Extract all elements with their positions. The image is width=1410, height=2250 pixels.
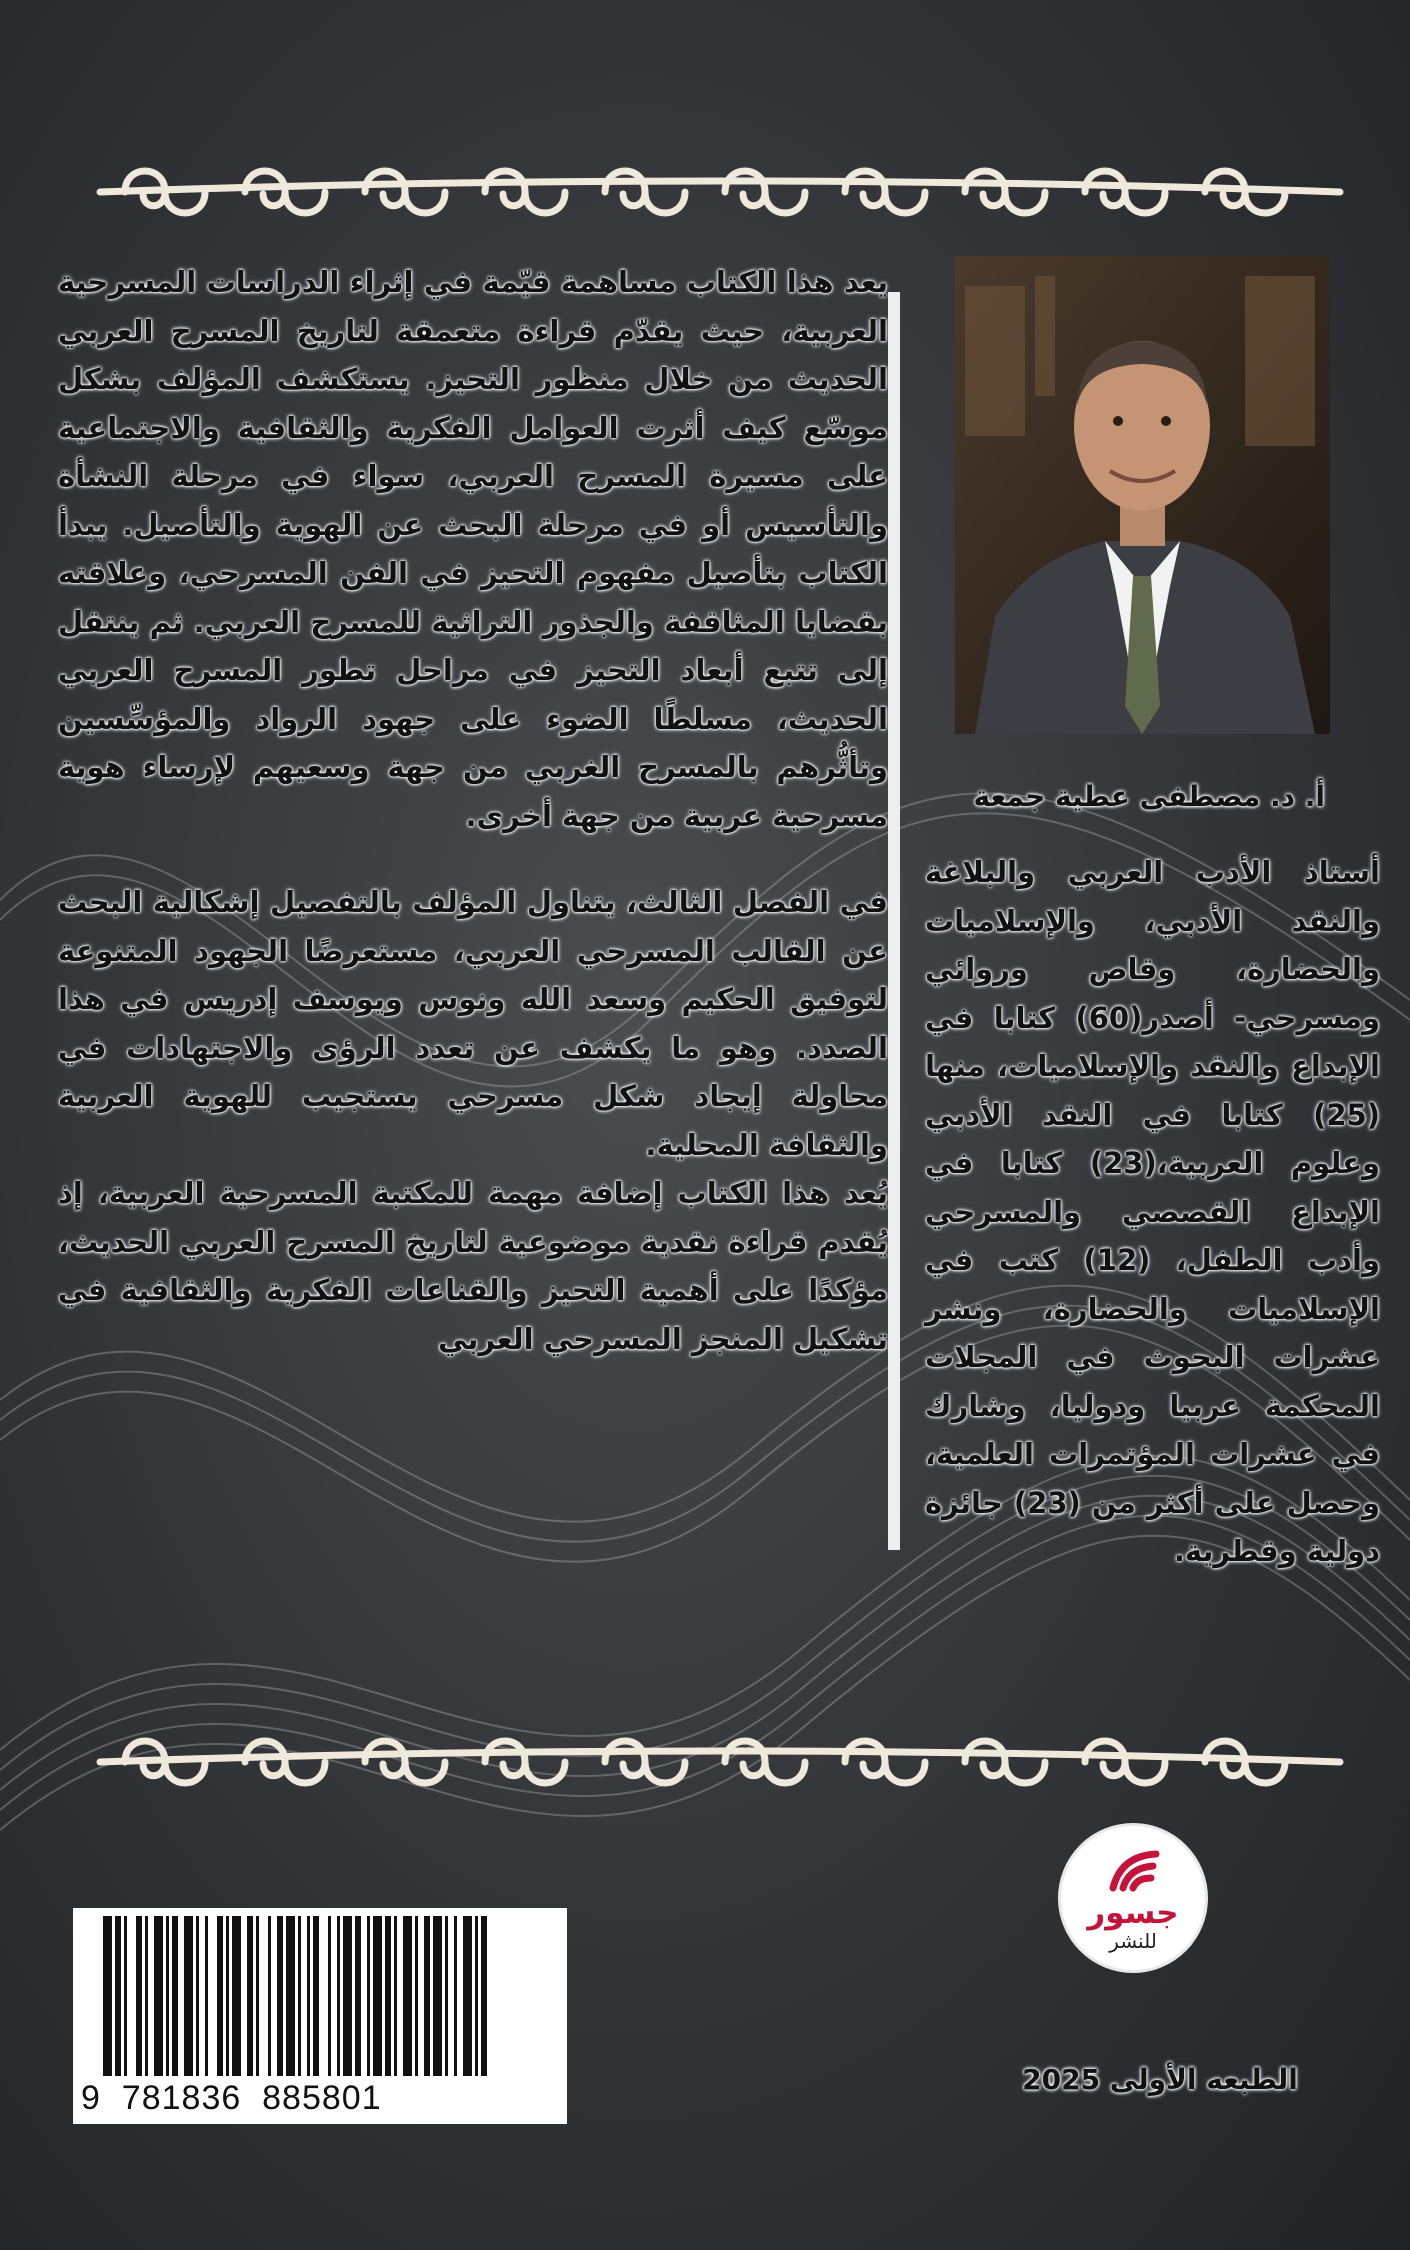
barcode-bar bbox=[172, 1916, 178, 2076]
barcode-bar bbox=[313, 1916, 319, 2076]
barcode-bar bbox=[136, 1916, 142, 2076]
barcode-bar bbox=[217, 1916, 223, 2076]
barcode-bar bbox=[226, 1916, 229, 2076]
author-bio: أستاذ الأدب العربي والبلاغة والنقد الأدبي، والإسلاميات والحضارة، وقاص وروائي ومسرحي- أصدر(60) كتابا في الإبداع والنقد والإسلاميات، منها (25) كتابا في النقد الأدبي وعلوم العربية،(23) كتابا في الإبداع القصصي والمسرحي وأدب الطفل، (12) كتب في الإسلاميات والحضارة، ونشر عشرات البحوث في المجلات المحكمة عربيا ودوليا، وشارك في عشرات المؤتمرات العلمية، وحصل على أكثر من (23) جائزة دولية وقطرية. bbox=[925, 855, 1380, 1568]
description-paragraph-3: يُعد هذا الكتاب إضافة مهمة للمكتبة المسرحية العربية، إذ يُقدم قراءة نقدية موضوعية لتاريخ المسرح العربي الحديث، مؤكدًا على أهمية التحيز والقناعات الفكرية والثقافية في تشكيل المنجز المسرحي العربي bbox=[58, 1176, 888, 1356]
barcode-bar bbox=[145, 1916, 148, 2076]
divider-bar bbox=[888, 292, 900, 1550]
edition-label: الطبعه الأولى 2025 bbox=[1022, 2063, 1298, 2096]
description-paragraph-2: في الفصل الثالث، يتناول المؤلف بالتفصيل إشكالية البحث عن القالب المسرحي العربي، مستعرضًا الجهود المتنوعة لتوفيق الحكيم وسعد الله ونوس ويوسف إدريس في هذا الصدد. وهو ما يكشف عن تعدد الرؤى والاجتهادات في محاولة إيجاد شكل مسرحي يستجيب للهوية العربية والثقافة المحلية. bbox=[58, 885, 888, 1162]
barcode-bar bbox=[205, 1916, 208, 2076]
barcode-bars bbox=[73, 1916, 567, 2086]
barcode-bar bbox=[232, 1916, 241, 2076]
author-photo bbox=[955, 256, 1330, 734]
barcode-bar bbox=[196, 1916, 199, 2076]
barcode-bar bbox=[124, 1916, 127, 2076]
barcode-bar bbox=[337, 1916, 340, 2076]
author-name: أ. د. مصطفى عطية جمعة bbox=[973, 780, 1325, 813]
barcode-bar bbox=[298, 1916, 301, 2076]
barcode-bar bbox=[424, 1916, 430, 2076]
isbn-barcode bbox=[73, 1908, 567, 2124]
barcode-bar bbox=[454, 1916, 457, 2076]
barcode-bar bbox=[154, 1916, 163, 2076]
barcode-bar bbox=[268, 1916, 271, 2076]
barcode-bar bbox=[481, 1916, 487, 2076]
bottom-ornament bbox=[95, 1720, 1345, 1805]
barcode-bar bbox=[166, 1916, 169, 2076]
barcode-bar bbox=[445, 1916, 448, 2076]
publisher-logo bbox=[1058, 1823, 1208, 1973]
barcode-bar bbox=[328, 1916, 331, 2076]
barcode-bar bbox=[373, 1916, 382, 2076]
top-ornament bbox=[95, 150, 1345, 235]
barcode-bar bbox=[355, 1916, 361, 2076]
barcode-bar bbox=[403, 1916, 412, 2076]
barcode-bar bbox=[103, 1916, 112, 2076]
isbn-digits: 9 781836 885801 bbox=[81, 2079, 382, 2117]
barcode-bar bbox=[286, 1916, 295, 2076]
barcode-bar bbox=[463, 1916, 472, 2076]
barcode-bar bbox=[343, 1916, 352, 2076]
barcode-bar bbox=[475, 1916, 478, 2076]
publisher-subtitle: للنشر bbox=[1109, 1929, 1157, 1953]
barcode-bar bbox=[115, 1916, 121, 2076]
barcode-bar bbox=[394, 1916, 397, 2076]
description-paragraph-1: يعد هذا الكتاب مساهمة قيّمة في إثراء الدراسات المسرحية العربية، حيث يقدّم قراءة متعمقة لتاريخ المسرح العربي الحديث من خلال منظور التحيز. يستكشف المؤلف بشكل موسّع كيف أثرت العوامل الفكرية والثقافية والاجتماعية على مسيرة المسرح العربي، سواء في مرحلة النشأة والتأسيس أو في مرحلة البحث عن الهوية والتأصيل. يبدأ الكتاب بتأصيل مفهوم التحيز في الفن المسرحي، وعلاقته بقضايا المثاقفة والجذور التراثية للمسرح العربي. ثم ينتقل إلى تتبع أبعاد التحيز في مراحل تطور المسرح العربي الحديث، مسلطًا الضوء على جهود الرواد والمؤسِّسين وتأثُّرهم بالمسرح الغربي من جهة وسعيهم لإرساء هوية مسرحية عربية من جهة أخرى. bbox=[58, 265, 888, 833]
book-description bbox=[58, 258, 888, 1363]
barcode-bar bbox=[307, 1916, 310, 2076]
barcode-bar bbox=[385, 1916, 391, 2076]
barcode-bar bbox=[247, 1916, 253, 2076]
barcode-bar bbox=[256, 1916, 259, 2076]
barcode-bar bbox=[367, 1916, 370, 2076]
barcode-bar bbox=[184, 1916, 193, 2076]
barcode-bar bbox=[415, 1916, 418, 2076]
barcode-bar bbox=[277, 1916, 283, 2076]
publisher-name: جسور bbox=[1087, 1895, 1179, 1931]
publisher-logo-icon bbox=[1061, 1826, 1205, 1896]
barcode-bar bbox=[433, 1916, 442, 2076]
